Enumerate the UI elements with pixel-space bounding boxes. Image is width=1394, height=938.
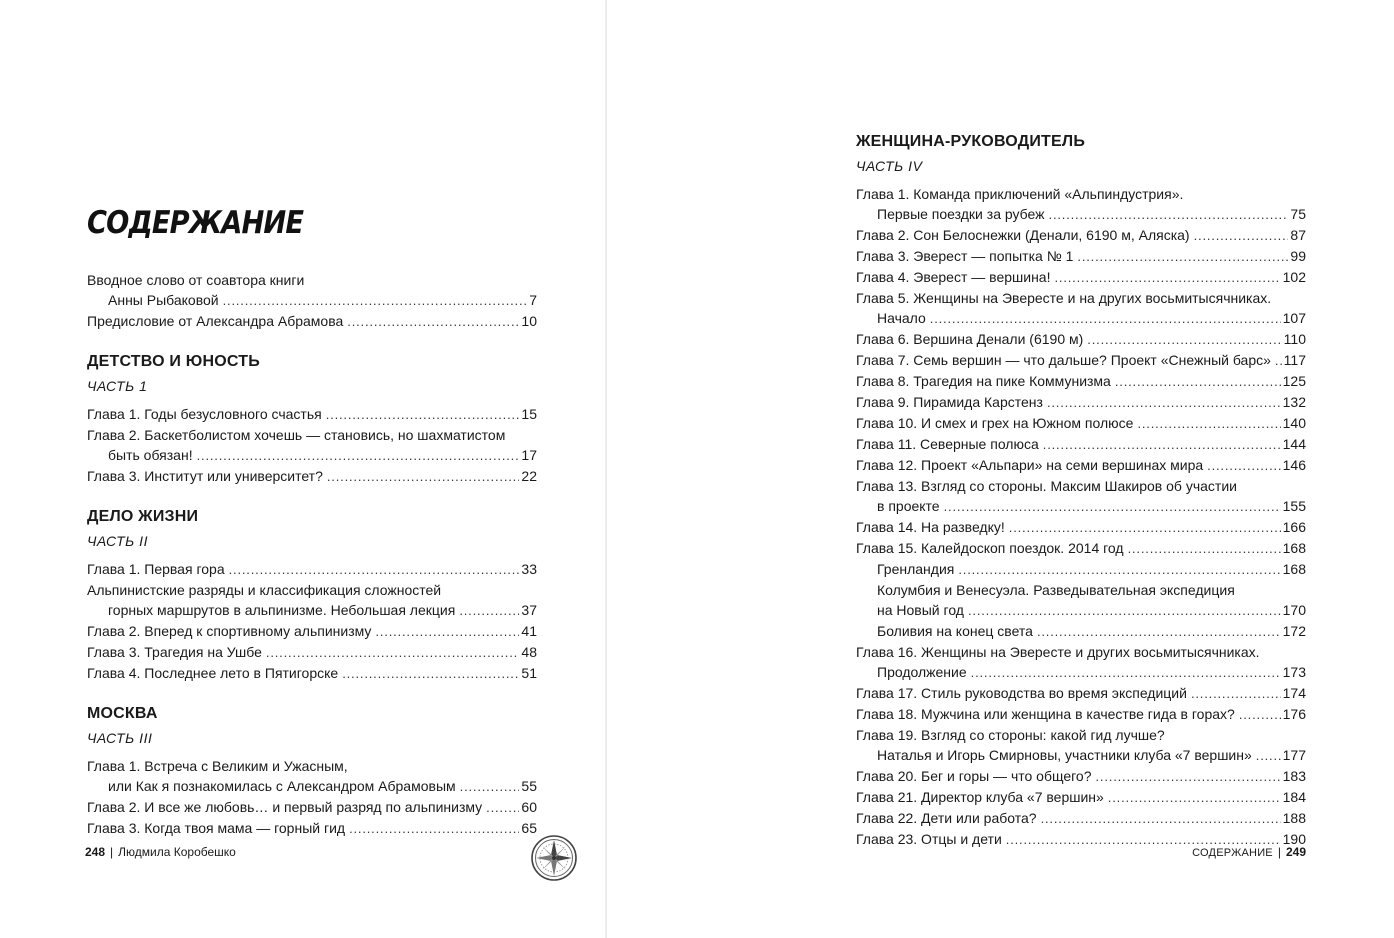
dot-leader (342, 664, 519, 684)
toc-entry (87, 311, 537, 332)
author-name: Людмила Коробешко (118, 845, 236, 859)
toc-entry-title: Глава 15. Калейдоскоп поездок. 2014 год (856, 540, 1124, 556)
toc-page-number: 7 (529, 292, 537, 308)
toc-entry-title: Глава 11. Северные полюса (856, 436, 1039, 452)
dot-leader (326, 405, 520, 425)
toc-left (87, 270, 537, 839)
part-label: ЧАСТЬ II (87, 533, 148, 549)
toc-entry (856, 392, 1306, 413)
toc-page-number: 15 (521, 406, 537, 422)
toc-entry-title: Колумбия и Венесуэла. Разведывательная экспедиция (877, 582, 1235, 598)
toc-entry (856, 683, 1306, 704)
dot-leader (459, 601, 519, 621)
toc-page-number: 146 (1282, 457, 1306, 473)
toc-line (87, 404, 537, 425)
toc-entry-title: Первые поездки за рубеж (877, 206, 1045, 222)
toc-entry (856, 246, 1306, 267)
toc-line (87, 756, 537, 776)
toc-entry-title: в проекте (877, 498, 940, 514)
dot-leader (944, 497, 1281, 517)
toc-entry-title: Глава 3. Трагедия на Ушбе (87, 644, 262, 660)
toc-entry (856, 808, 1306, 829)
toc-page-number: 48 (521, 644, 537, 660)
toc-entry (856, 766, 1306, 787)
toc-entry-title: Глава 4. Последнее лето в Пятигорске (87, 665, 339, 681)
dot-leader (958, 560, 1280, 580)
toc-entry-title: Глава 1. Команда приключений «Альпиндустрия». (856, 186, 1184, 202)
toc-entry-title: Глава 4. Эверест — вершина! (856, 269, 1051, 285)
toc-entry-title: Глава 12. Проект «Альпари» на семи вершинах мира (856, 457, 1204, 473)
toc-page-number: 184 (1282, 789, 1306, 805)
toc-entry-title: Глава 16. Женщины на Эвересте и других восьмитысячниках. (856, 644, 1260, 660)
toc-entry-title: Глава 2. Вперед к спортивному альпинизму (87, 623, 372, 639)
toc-entry (856, 517, 1306, 538)
toc-page-number: 75 (1290, 206, 1306, 222)
toc-entry-title: Глава 10. И смех и грех на Южном полюсе (856, 415, 1134, 431)
toc-line (856, 662, 1306, 683)
toc-entry (856, 621, 1306, 642)
dot-leader (1191, 684, 1281, 704)
section-gap (87, 487, 537, 507)
dot-leader (1009, 518, 1281, 538)
toc-entry-title: Глава 3. Эверест — попытка № 1 (856, 248, 1074, 264)
toc-entry-title: быть обязан! (108, 447, 193, 463)
toc-page-number: 183 (1282, 768, 1306, 784)
dot-leader (1137, 414, 1280, 434)
dot-leader (229, 560, 520, 580)
toc-page-number: 102 (1282, 269, 1306, 285)
toc-line (87, 776, 537, 797)
section-title: ЖЕНЩИНА-РУКОВОДИТЕЛЬ (856, 133, 1086, 150)
toc-entry-title: или Как я познакомилась с Александром Абрамовым (108, 778, 456, 794)
toc-entry-title: Глава 19. Взгляд со стороны: какой гид лучше? (856, 727, 1165, 743)
toc-line (856, 288, 1306, 308)
toc-page-number: 176 (1282, 706, 1306, 722)
toc-page-number: 55 (521, 778, 537, 794)
part-label: ЧАСТЬ IV (856, 158, 923, 174)
dot-leader (1077, 247, 1288, 267)
toc-entry-title: Глава 22. Дети или работа? (856, 810, 1037, 826)
dot-leader (930, 309, 1281, 329)
toc-entry-title: Боливия на конец света (877, 623, 1033, 639)
toc-entry (87, 270, 537, 311)
section-gap (87, 684, 537, 704)
toc-entry-title: Начало (877, 310, 926, 326)
toc-line (856, 267, 1306, 288)
toc-entry-title: на Новый год (877, 602, 964, 618)
toc-page-number: 60 (521, 799, 537, 815)
toc-page-number: 177 (1282, 747, 1306, 763)
toc-line (87, 270, 537, 290)
toc-entry (87, 756, 537, 797)
toc-page-number: 144 (1282, 436, 1306, 452)
toc-line (856, 600, 1306, 621)
dot-leader (1047, 393, 1281, 413)
toc-line (856, 392, 1306, 413)
toc-line (87, 425, 537, 445)
toc-right (856, 132, 1306, 850)
toc-entry-title: Глава 8. Трагедия на пике Коммунизма (856, 373, 1111, 389)
toc-entry-title: Вводное слово от соавтора книги (87, 272, 305, 288)
toc-line (856, 413, 1306, 434)
dot-leader (1096, 767, 1281, 787)
toc-line (856, 766, 1306, 787)
dot-leader (460, 777, 520, 797)
section-title: МОСКВА (87, 705, 158, 722)
toc-entry-title: Глава 2. Баскетболистом хочешь — становись, но шахматистом (87, 427, 506, 443)
toc-line (856, 787, 1306, 808)
toc-line (856, 704, 1306, 725)
toc-entry (856, 559, 1306, 580)
toc-line (87, 445, 537, 466)
toc-entry (856, 538, 1306, 559)
toc-line (856, 476, 1306, 496)
toc-page-number: 173 (1282, 664, 1306, 680)
toc-entry (87, 642, 537, 663)
toc-entry-title: Глава 5. Женщины на Эвересте и на других восьмитысячниках. (856, 290, 1272, 306)
dot-leader (1043, 435, 1281, 455)
toc-section (87, 704, 537, 839)
toc-entry (856, 288, 1306, 329)
toc-entry (856, 725, 1306, 766)
toc-section (87, 352, 537, 487)
toc-entry-title: Глава 6. Вершина Денали (6190 м) (856, 331, 1084, 347)
page-number: 248 (85, 845, 106, 859)
toc-line (856, 580, 1306, 600)
toc-line (856, 225, 1306, 246)
toc-page-number: 99 (1290, 248, 1306, 264)
toc-entry (856, 455, 1306, 476)
dot-leader (223, 291, 528, 311)
toc-page-number: 190 (1282, 831, 1306, 847)
dot-leader (1275, 351, 1282, 371)
toc-page-number: 188 (1282, 810, 1306, 826)
dot-leader (1194, 226, 1289, 246)
toc-entry-title: Глава 20. Бег и горы — что общего? (856, 768, 1092, 784)
toc-line (87, 290, 537, 311)
toc-entry (856, 434, 1306, 455)
toc-line (87, 818, 537, 839)
toc-line (856, 329, 1306, 350)
section-title: ДЕЛО ЖИЗНИ (87, 508, 199, 525)
toc-entry-title: Глава 1. Встреча с Великим и Ужасным, (87, 758, 348, 774)
toc-entry-title: Глава 3. Когда твоя мама — горный гид (87, 820, 346, 836)
toc-entry (856, 225, 1306, 246)
toc-line (856, 350, 1306, 371)
page-number: 249 (1285, 845, 1306, 859)
toc-entry-title: Глава 17. Стиль руководства во время экспедиций (856, 685, 1187, 701)
toc-entry (856, 413, 1306, 434)
toc-entry-title: Глава 18. Мужчина или женщина в качестве гида в горах? (856, 706, 1235, 722)
toc-page-number: 166 (1282, 519, 1306, 535)
toc-page-number: 22 (521, 468, 537, 484)
toc-entry (87, 404, 537, 425)
section-gap (87, 332, 537, 352)
toc-line (87, 600, 537, 621)
toc-entry-title: Наталья и Игорь Смирновы, участники клуба «7 вершин» (877, 747, 1252, 763)
dot-leader (266, 643, 520, 663)
dot-leader (1256, 746, 1281, 766)
toc-entry-title: Глава 3. Институт или университет? (87, 468, 323, 484)
toc-line (856, 517, 1306, 538)
toc-entry-title: Глава 13. Взгляд со стороны. Максим Шакиров об участии (856, 478, 1237, 494)
toc-line (87, 311, 537, 332)
toc-entry (856, 350, 1306, 371)
toc-entry (87, 663, 537, 684)
toc-line (856, 538, 1306, 559)
dot-leader (1207, 456, 1280, 476)
dot-leader (1128, 539, 1281, 559)
toc-page-number: 170 (1282, 602, 1306, 618)
dot-leader (349, 819, 519, 839)
toc-line (856, 496, 1306, 517)
part-label: ЧАСТЬ 1 (87, 378, 148, 394)
dot-leader (375, 622, 519, 642)
dot-leader (968, 601, 1281, 621)
toc-line (856, 371, 1306, 392)
toc-entry-title: Предисловие от Александра Абрамова (87, 313, 344, 329)
dot-leader (1049, 205, 1289, 225)
toc-entry-title: Глава 1. Годы безусловного счастья (87, 406, 322, 422)
toc-entry (87, 797, 537, 818)
toc-entry (87, 559, 537, 580)
section-title: ДЕТСТВО И ЮНОСТЬ (87, 353, 260, 370)
toc-entry (856, 787, 1306, 808)
toc-entry (856, 829, 1306, 850)
toc-entry (87, 425, 537, 466)
toc-entry (856, 580, 1306, 621)
toc-line (856, 308, 1306, 329)
toc-entry-title: Глава 2. Сон Белоснежки (Денали, 6190 м, Аляска) (856, 227, 1190, 243)
toc-page-number: 107 (1282, 310, 1306, 326)
toc-page-number: 174 (1282, 685, 1306, 701)
footer-left (85, 844, 236, 860)
toc-page-number: 17 (521, 447, 537, 463)
left-page (0, 0, 606, 938)
dot-leader (1041, 809, 1281, 829)
toc-line (856, 621, 1306, 642)
toc-page-number: 172 (1282, 623, 1306, 639)
toc-page-number: 65 (521, 820, 537, 836)
toc-line (856, 184, 1306, 204)
toc-entry-title: Глава 9. Пирамида Карстенз (856, 394, 1043, 410)
toc-line (87, 621, 537, 642)
toc-entry-title: Глава 7. Семь вершин — что дальше? Проект «Снежный барс» (856, 352, 1271, 368)
toc-page-number: 87 (1290, 227, 1306, 243)
dot-leader (486, 798, 519, 818)
toc-line (856, 829, 1306, 850)
toc-entry-title: Глава 23. Отцы и дети (856, 831, 1002, 847)
toc-entry-title: Альпинистские разряды и классификация сложностей (87, 582, 442, 598)
dot-leader (347, 312, 519, 332)
toc-entry (856, 704, 1306, 725)
toc-page-number: 33 (521, 561, 537, 577)
dot-leader (1108, 788, 1281, 808)
toc-page-number: 117 (1283, 352, 1306, 368)
toc-entry (856, 267, 1306, 288)
toc-entry (856, 184, 1306, 225)
toc-page-number: 51 (521, 665, 537, 681)
toc-page-number: 168 (1282, 540, 1306, 556)
toc-page-number: 155 (1282, 498, 1306, 514)
footer-section-label: СОДЕРЖАНИЕ (1192, 847, 1273, 859)
toc-line (856, 434, 1306, 455)
toc-entry (87, 466, 537, 487)
toc-line (87, 663, 537, 684)
toc-page-number: 132 (1282, 394, 1306, 410)
dot-leader (1054, 268, 1280, 288)
footer-separator: | (1277, 845, 1281, 859)
toc-line (856, 725, 1306, 745)
toc-entry (87, 818, 537, 839)
toc-entry-title: Глава 2. И все же любовь… и первый разряд по альпинизму (87, 799, 483, 815)
page-title: СОДЕРЖАНИЕ (87, 205, 304, 241)
toc-entry-title: Анны Рыбаковой (108, 292, 219, 308)
toc-entry-title: Глава 14. На разведку! (856, 519, 1005, 535)
dot-leader (1115, 372, 1281, 392)
toc-line (856, 204, 1306, 225)
toc-page-number: 110 (1283, 331, 1306, 347)
toc-entry-title: Глава 1. Первая гора (87, 561, 225, 577)
dot-leader (1037, 622, 1281, 642)
toc-line (856, 246, 1306, 267)
toc-line (856, 642, 1306, 662)
toc-line (856, 808, 1306, 829)
dot-leader (197, 446, 520, 466)
toc-line (87, 580, 537, 600)
toc-page-number: 37 (521, 602, 537, 618)
toc-line (87, 642, 537, 663)
toc-entry (856, 476, 1306, 517)
toc-entry (87, 580, 537, 621)
compass-rose-icon (531, 835, 577, 881)
toc-page-number: 140 (1282, 415, 1306, 431)
toc-entry-title: Продолжение (877, 664, 967, 680)
toc-line (87, 466, 537, 487)
dot-leader (971, 663, 1281, 683)
toc-line (856, 683, 1306, 704)
toc-page-number: 41 (521, 623, 537, 639)
toc-page-number: 10 (521, 313, 537, 329)
dot-leader (1087, 330, 1281, 350)
toc-line (856, 559, 1306, 580)
toc-section (87, 507, 537, 684)
part-label: ЧАСТЬ III (87, 730, 153, 746)
dot-leader (327, 467, 520, 487)
toc-entry-title: Глава 21. Директор клуба «7 вершин» (856, 789, 1104, 805)
toc-line (856, 745, 1306, 766)
toc-entry-title: Гренландия (877, 561, 955, 577)
toc-line (87, 797, 537, 818)
toc-entry-title: горных маршрутов в альпинизме. Небольшая лекция (108, 602, 456, 618)
toc-page-number: 168 (1282, 561, 1306, 577)
footer-separator: | (110, 845, 114, 859)
toc-entry (856, 329, 1306, 350)
dot-leader (1239, 705, 1281, 725)
toc-section (856, 132, 1306, 850)
toc-entry (856, 371, 1306, 392)
toc-line (856, 455, 1306, 476)
dot-leader (1006, 830, 1281, 850)
toc-line (87, 559, 537, 580)
toc-entry (856, 642, 1306, 683)
toc-entry (87, 621, 537, 642)
toc-page-number: 125 (1282, 373, 1306, 389)
